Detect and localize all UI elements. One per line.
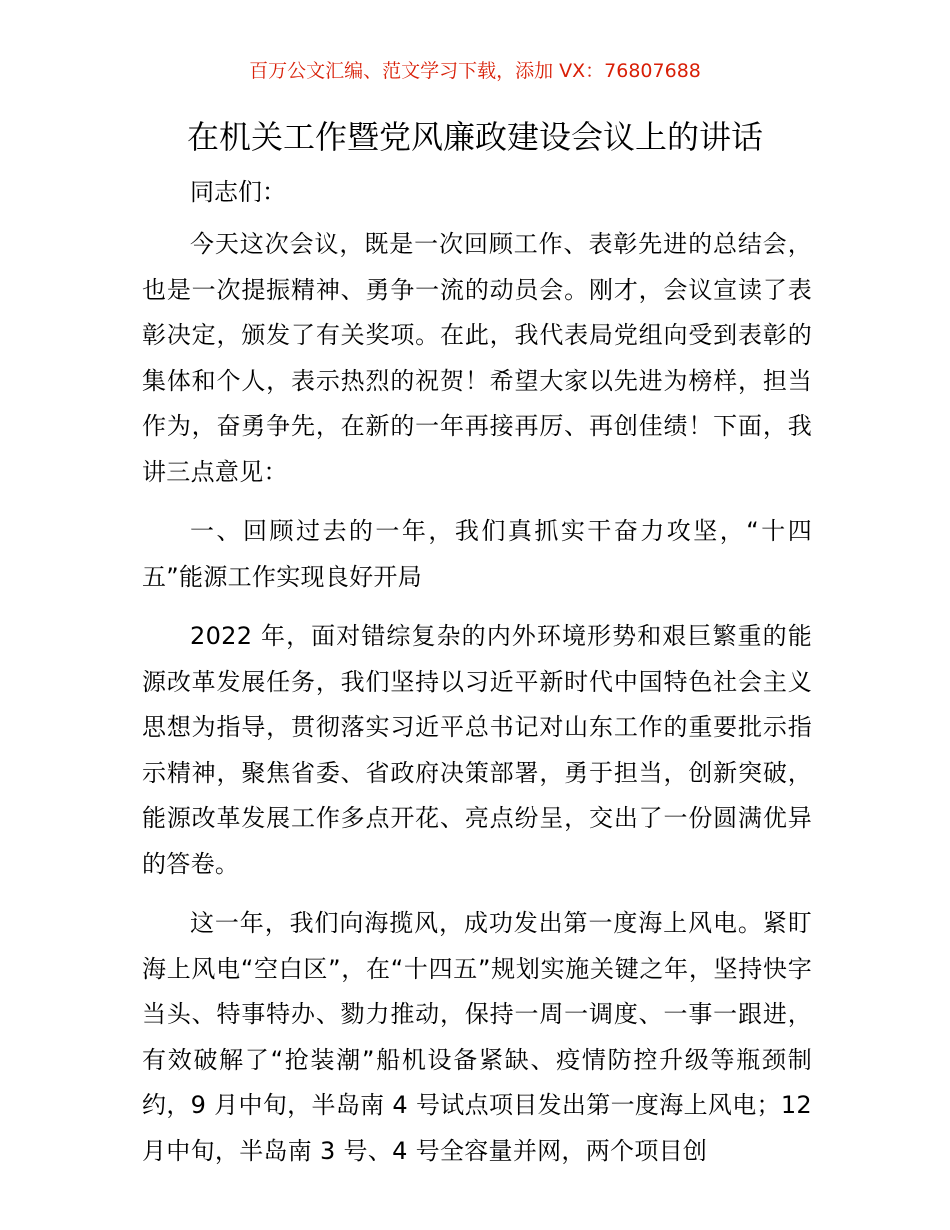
paragraph-2022-review: 2022 年，面对错综复杂的内外环境形势和艰巨繁重的能源改革发展任务，我们坚持以习近平新时代中国特色社会主义思想为指导，贯彻落实习近平总书记对山东工作的重要批示指示精神，聚焦省委、省政府决策部署，勇于担当，创新突破，能源改革发展工作多点开花、亮点纷呈，交出了一份圆满优异的答卷。 (142, 622, 812, 878)
header-note: 百万公文汇编、范文学习下载，添加 VX：76807688 (249, 60, 701, 82)
section-heading-one: 一、回顾过去的一年，我们真抓实干奋力攻坚，“十四五”能源工作实现良好开局 (142, 517, 812, 591)
document-title: 在机关工作暨党风廉政建设会议上的讲话 (186, 118, 763, 156)
salutation: 同志们： (190, 178, 286, 206)
paragraph-opening: 今天这次会议，既是一次回顾工作、表彰先进的总结会，也是一次提振精神、勇争一流的动员会。刚才，会议宣读了表彰决定，颁发了有关奖项。在此，我代表局党组向受到表彰的集体和个人，表示热烈的祝贺！希望大家以先进为榜样，担当作为，奋勇争先，在新的一年再接再厉、再创佳绩！下面，我讲三点意见： (142, 230, 812, 486)
document-body (142, 222, 812, 1188)
paragraph-offshore-wind: 这一年，我们向海揽风，成功发出第一度海上风电。紧盯海上风电“空白区”，在“十四五”规划实施关键之年，坚持快字当头、特事特办、勠力推动，保持一周一调度、一事一跟进，有效破解了“抢装潮”船机设备紧缺、疫情防控升级等瓶颈制约，9 月中旬，半岛南 4 号试点项目发出第一度海上风电；12 月中旬，半岛南 3 号、4 号全容量并网，两个项目创 (142, 909, 812, 1165)
